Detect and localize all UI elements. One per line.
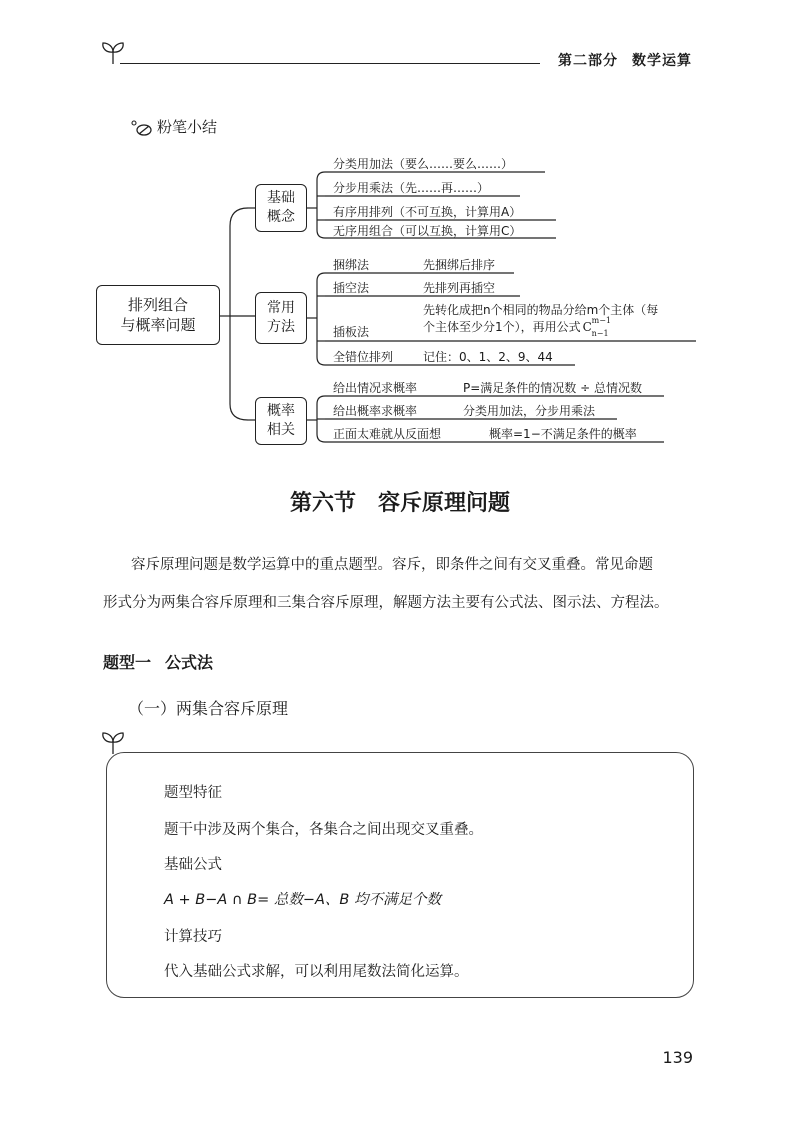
- header-section: 第二部分: [558, 53, 618, 69]
- root-line-2: 与概率问题: [120, 316, 196, 334]
- type-label: 题型一: [103, 653, 152, 672]
- type-name: 公式法: [165, 653, 214, 672]
- card-tip-text: 代入基础公式求解，可以利用尾数法简化运算。: [164, 964, 469, 980]
- divider-desc-line-2: [423, 316, 703, 338]
- category-label: 方法: [267, 319, 295, 335]
- page-number: 139: [662, 1048, 693, 1067]
- method-name: 插空法: [333, 281, 370, 295]
- divider-desc-text: 个主体至少分1个），再用公式: [423, 320, 581, 334]
- leaf-complement-probability: [333, 425, 673, 441]
- header-topic: 数学运算: [632, 53, 692, 69]
- formula-subscript: n−1: [591, 329, 609, 338]
- leaf-bundling-method: [333, 256, 533, 272]
- leaf-step-multiplication: 分步用乘法（先……再……）: [333, 181, 490, 195]
- summary-title: 粉笔小结: [157, 118, 218, 136]
- method-name: 正面太难就从反面想: [333, 427, 442, 441]
- section-title: [0, 486, 800, 517]
- intro-line-1: 容斥原理问题是数学运算中的重点题型。容斥，即条件之间有交叉重叠。常见命题: [131, 557, 653, 573]
- method-desc: 记住：0、1、2、9、44: [423, 350, 553, 364]
- leaf-divider-method-desc: [423, 302, 703, 336]
- section-name: 容斥原理问题: [378, 491, 511, 516]
- category-label: 相关: [267, 422, 295, 438]
- category-probability: [255, 397, 307, 445]
- combination-formula: [582, 316, 612, 338]
- category-label: 常用: [267, 300, 295, 317]
- method-name: 给出情况求概率: [333, 381, 418, 395]
- formula-base: C: [582, 320, 592, 334]
- card-formula-title: 基础公式: [164, 857, 222, 873]
- method-name: 全错位排列: [333, 350, 394, 364]
- leaf-ordered-permutation: 有序用排列（不可互换，计算用A）: [333, 205, 522, 219]
- card-tip-title: 计算技巧: [164, 929, 222, 945]
- card-formula-text: A + B−A ∩ B= 总数−A、B 均不满足个数: [164, 892, 441, 908]
- card-feature-text: 题干中涉及两个集合，各集合之间出现交叉重叠。: [164, 822, 483, 838]
- leaf-classification-addition: 分类用加法（要么……要么……）: [333, 157, 514, 171]
- method-desc: 概率=1−不满足条件的概率: [489, 427, 637, 441]
- leaf-probability-from-cases: [333, 379, 673, 395]
- divider-desc-line-1: 先转化成把n个相同的物品分给m个主体（每: [423, 303, 659, 317]
- card-feature-title: 题型特征: [164, 785, 222, 801]
- method-name: 捆绑法: [333, 258, 370, 272]
- method-desc: P=满足条件的情况数 ÷ 总情况数: [463, 381, 642, 395]
- subsection-heading: （一）两集合容斥原理: [128, 699, 289, 718]
- category-label: 概念: [267, 209, 295, 225]
- section-number: 第六节: [289, 491, 356, 516]
- method-desc: 分类用加法，分步用乘法: [463, 404, 596, 418]
- leaf-probability-from-probability: [333, 402, 633, 418]
- category-common-methods: [255, 292, 307, 344]
- question-type-heading: [103, 650, 213, 673]
- leaf-unordered-combination: 无序用组合（可以互换，计算用C）: [333, 224, 522, 238]
- leaf-derangement: [333, 348, 583, 364]
- method-name: 给出概率求概率: [333, 404, 418, 418]
- method-desc: 先排列再插空: [423, 281, 496, 295]
- category-basic-concepts: [255, 184, 307, 232]
- category-label: 概率: [267, 403, 295, 420]
- category-label: 基础: [267, 190, 295, 207]
- intro-line-2: 形式分为两集合容斥原理和三集合容斥原理，解题方法主要有公式法、图示法、方程法。: [103, 595, 669, 611]
- method-desc: 先捆绑后排序: [423, 258, 496, 272]
- leaf-gap-insertion-method: [333, 279, 533, 295]
- method-name-divider: 插板法: [333, 325, 370, 339]
- formula-superscript: m−1: [591, 316, 612, 325]
- mindmap-root: [96, 285, 220, 345]
- root-line-1: 排列组合: [127, 295, 188, 314]
